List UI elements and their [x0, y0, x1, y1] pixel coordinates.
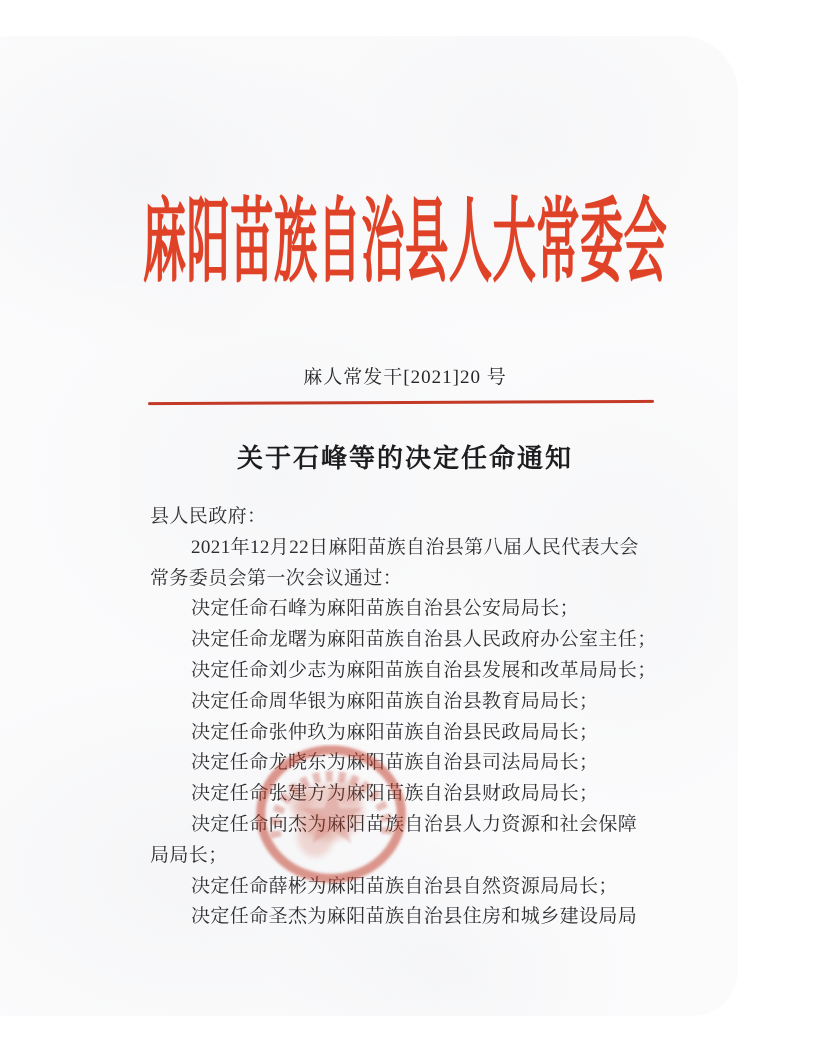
- body-line: 决定任命周华银为麻阳苗族自治县教育局局长；: [191, 690, 599, 712]
- document-title: 关于石峰等的决定任命通知: [236, 444, 573, 473]
- body-line: 2021年12月22日麻阳苗族自治县第八届人民代表大会: [191, 536, 639, 558]
- masthead: [0, 192, 810, 292]
- body-line: 决定任命圣杰为麻阳苗族自治县住房和城乡建设局局: [191, 906, 638, 928]
- official-seal-icon: [249, 744, 415, 894]
- body-line: 局局长；: [150, 844, 228, 866]
- body-line: 决定任命龙曙为麻阳苗族自治县人民政府办公室主任；: [191, 629, 657, 651]
- doc-number: 麻人常发干[2021]20 号: [303, 367, 507, 388]
- document-header-title: 麻阳苗族自治县人大常委会: [142, 191, 668, 293]
- body-line: 决定任命向杰为麻阳苗族自治县人力资源和社会保障: [191, 813, 638, 835]
- body-line: 决定任命薛彬为麻阳苗族自治县自然资源局局长；: [191, 875, 618, 897]
- body-line: 决定任命石峰为麻阳苗族自治县公安局局长；: [191, 598, 580, 620]
- body-line: 决定任命张仲玖为麻阳苗族自治县民政局局长；: [191, 721, 599, 743]
- body-line-salutation: 县人民政府：: [150, 506, 267, 527]
- document-body: [150, 502, 680, 933]
- red-separator-line: [148, 400, 654, 405]
- body-line: 常务委员会第一次会议通过：: [150, 567, 403, 589]
- body-line: 决定任命刘少志为麻阳苗族自治县发展和改革局局长；: [191, 659, 657, 681]
- body-line: 决定任命龙晓东为麻阳苗族自治县司法局局长；: [191, 752, 599, 774]
- body-line: 决定任命张建方为麻阳苗族自治县财政局局长；: [191, 783, 599, 805]
